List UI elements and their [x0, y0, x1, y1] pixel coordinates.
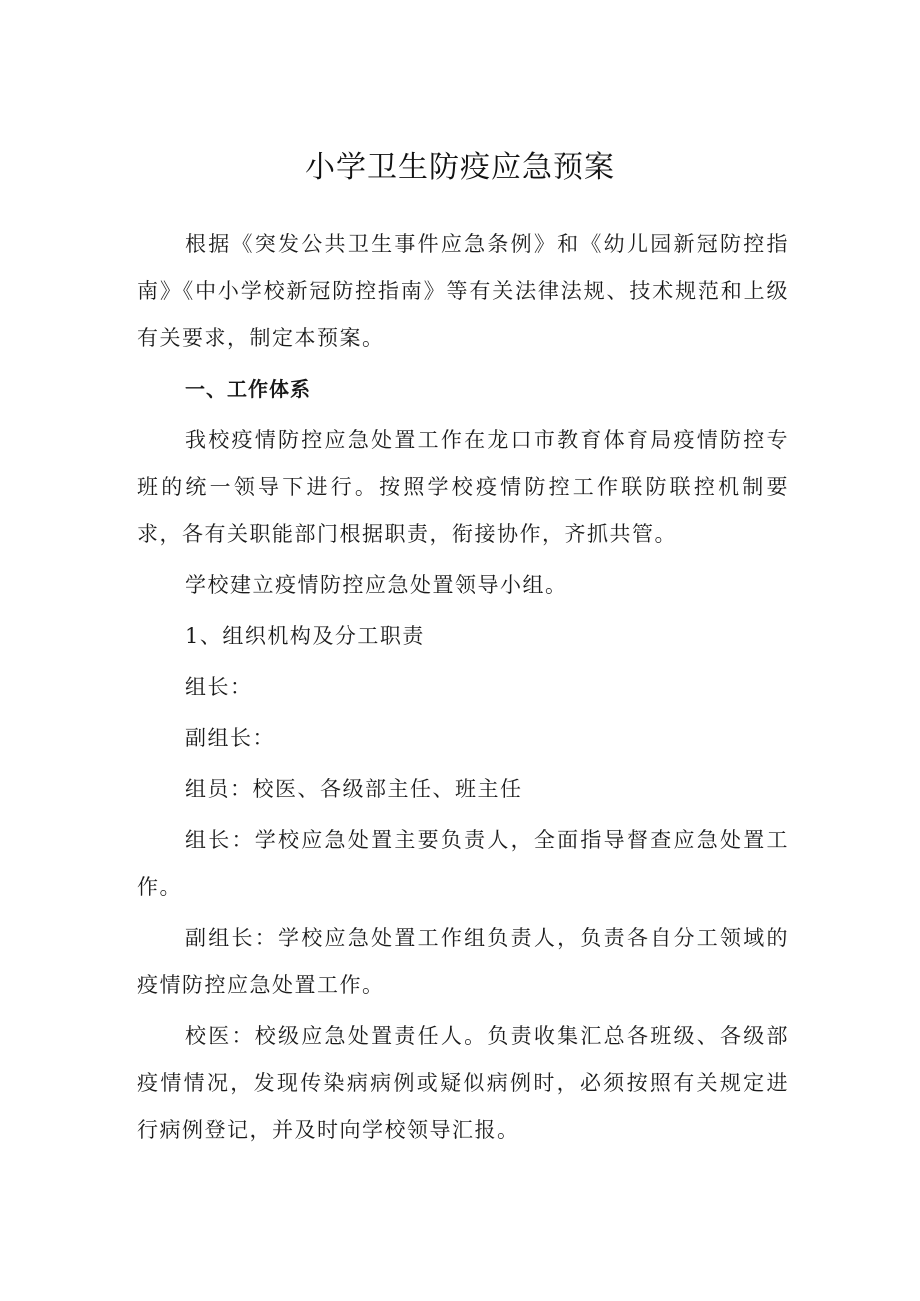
group-leader-line: 组长：: [185, 675, 253, 699]
intro-paragraph: 根据《突发公共卫生事件应急条例》和《幼儿园新冠防控指南》《中小学校新冠防控指南》等有关法律法规、技术规范和上级有关要求，制定本预案。: [137, 232, 789, 350]
section-heading-work-system: 一、工作体系: [185, 377, 311, 401]
school-doctor-duty-paragraph: 校医：校级应急处置责任人。负责收集汇总各班级、各级部疫情情况，发现传染病病例或疑似病例时，必须按照有关规定进行病例登记，并及时向学校领导汇报。: [137, 1024, 789, 1142]
deputy-leader-line: 副组长：: [185, 726, 275, 750]
group-leader-duty-paragraph: 组长：学校应急处置主要负责人，全面指导督查应急处置工作。: [137, 828, 789, 899]
leadership-group-paragraph: 学校建立疫情防控应急处置领导小组。: [185, 573, 568, 597]
members-line: 组员：校医、各级部主任、班主任: [185, 777, 523, 801]
document-title: 小学卫生防疫应急预案: [305, 150, 615, 185]
deputy-leader-duty-paragraph: 副组长：学校应急处置工作组负责人，负责各自分工领域的疫情防控应急处置工作。: [137, 926, 789, 997]
subsection-heading-organization: 1、组织机构及分工职责: [185, 624, 425, 648]
work-system-paragraph: 我校疫情防控应急处置工作在龙口市教育体育局疫情防控专班的统一领导下进行。按照学校疫情防控工作联防联控机制要求，各有关职能部门根据职责，衔接协作，齐抓共管。: [137, 428, 789, 546]
document-body: [137, 221, 789, 1158]
